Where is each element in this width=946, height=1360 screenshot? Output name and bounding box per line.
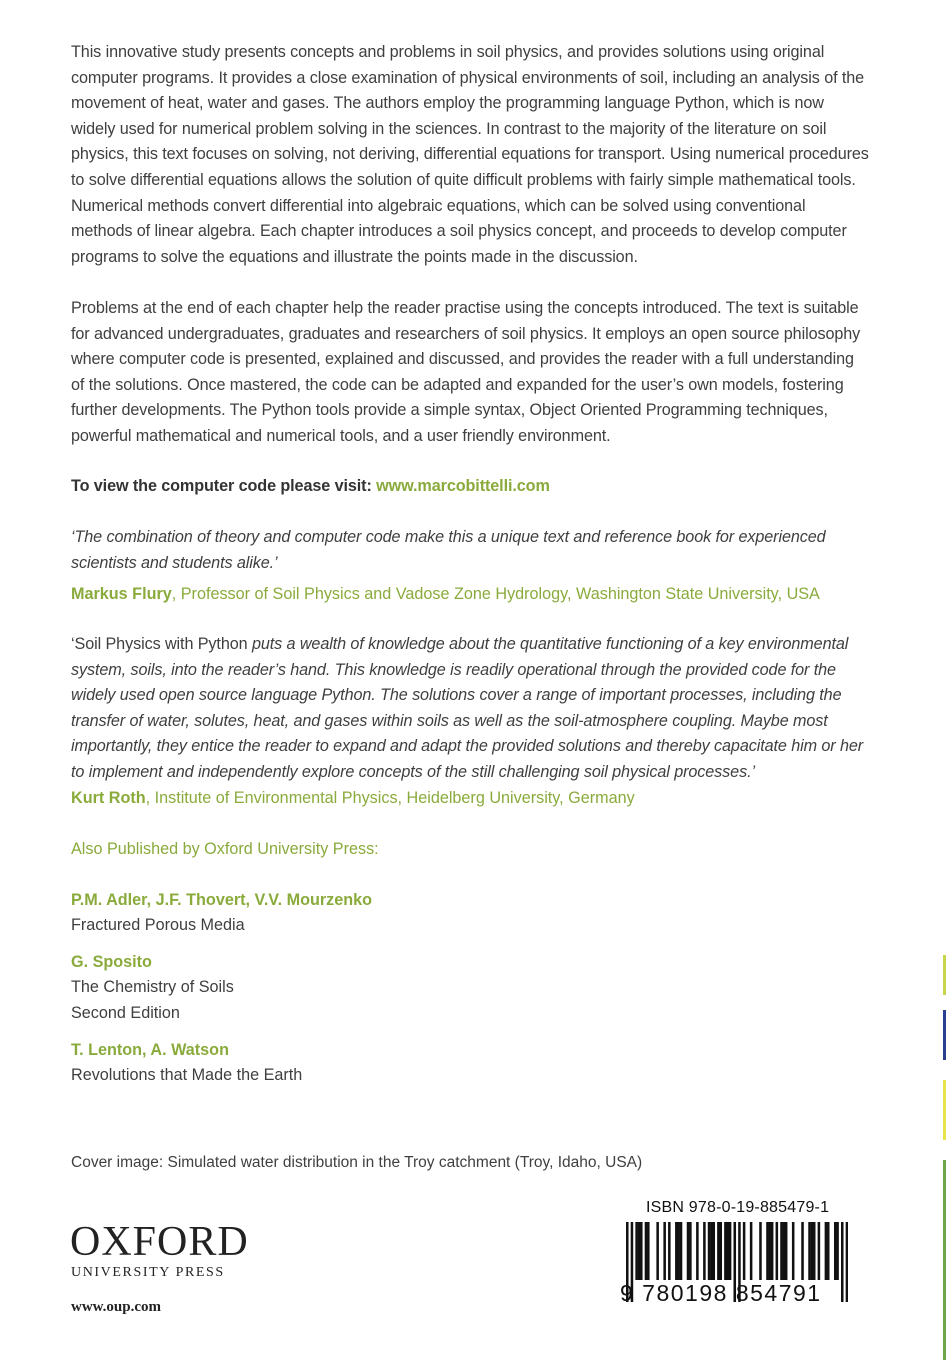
code-link-label: To view the computer code please visit: [71,477,372,495]
barcode-bar [808,1222,811,1280]
barcode-bar [717,1222,720,1280]
endorsement-quote: ‘The combination of theory and computer code make this a unique text and reference book for experienced scientists and students alike.’ [71,528,826,572]
barcode-digits: 9 780198 854791 [620,1280,822,1306]
barcode-bar [827,1222,830,1280]
barcode-bar [663,1222,666,1280]
barcode-bar [780,1222,783,1280]
barcode-bar [750,1222,753,1280]
endorsement-quote: puts a wealth of knowledge about the quantitative functioning of a key environmental system, soils, into the reader’s hand. This knowledge is readily operational through the provided code for the widely used open source language Python. The solutions cover a range of important processes, including the transfer of water, solutes, heat, and gases within soils as well as the soil-atmosphere coupling. Maybe most importantly, they entice the reader to expand and adapt the provided solutions and thereby capacitate him or her to implement and independently explore concepts of the still challenging soil physical processes.’ [71,635,864,781]
book-item [71,1038,871,1089]
barcode-bar [689,1222,692,1280]
barcode-bar [687,1222,690,1280]
barcode-bar [638,1222,641,1280]
barcode-bar [724,1222,727,1280]
book-title: Revolutions that Made the Earth [71,1066,303,1085]
description [71,40,871,270]
description-2 [71,296,871,450]
endorsement-name: Markus Flury [71,585,172,604]
barcode-bar [834,1222,837,1280]
barcode-bar [801,1222,804,1280]
barcode-bar [785,1222,788,1280]
barcode-bar [729,1222,732,1280]
barcode-bar [783,1222,786,1280]
code-link-line [71,474,871,500]
barcode-bar [712,1222,715,1280]
barcode-bar [726,1222,729,1280]
book-authors: G. Sposito [71,952,152,971]
barcode-bar [640,1222,643,1280]
barcode-bar [846,1222,848,1302]
endorsement-1 [71,525,871,608]
barcode-bar [836,1222,839,1280]
book-authors: T. Lenton, A. Watson [71,1040,229,1059]
endorsement-quote-title: ‘Soil Physics with Python [71,635,248,653]
cover-credit-text: Cover image: Simulated water distribution in the Troy catchment (Troy, Idaho, USA) [71,1154,643,1171]
barcode-bar [719,1222,722,1280]
barcode-bar [677,1222,680,1280]
cover-credit [71,1152,871,1174]
barcode-bar [708,1222,711,1280]
barcode-bar [696,1222,699,1280]
barcode-bar [766,1222,769,1280]
book-authors: P.M. Adler, J.F. Thovert, V.V. Mourzenko [71,890,373,909]
barcode-bar [818,1222,821,1280]
barcode-bar [792,1222,795,1280]
description-paragraph-1: This innovative study presents concepts and problems in soil physics, and provides solutions using original computer programs. It provides a close examination of physical environments of soil, including an analysis of the movement of heat, water and gases. The authors employ the programming language Python, which is now widely used for numerical problem solving in the sciences. In contrast to the majority of the literature on soil physics, this text focuses on solving, not deriving, differential equations for transport. Using numerical procedures to solve differential equations allows the solution of quite difficult problems with fairly simple mathematical tools. Numerical methods convert differential into algebraic equations, which can be solved using conventional methods of linear algebra. Each chapter introduces a soil physics concept, and proceeds to develop computer programs to solve the equations and illustrate the points made in the discussion. [71,43,869,266]
barcode-bar [813,1222,816,1280]
endorsement-affiliation: , Professor of Soil Physics and Vadose Zone Hydrology, Washington State University, USA [171,585,820,604]
barcode-bar [703,1222,706,1280]
description-paragraph-2: Problems at the end of each chapter help the reader practise using the concepts introduced. The text is suitable for advanced undergraduates, graduates and researchers of soil physics. It employs an open source philosophy where computer code is presented, explained and discussed, and provides the reader with a full understanding of the solutions. Once mastered, the code can be adapted and expanded for the user’s own models, fostering further developments. The Python tools provide a simple syntax, Object Oriented Programming techniques, powerful mathematical and numerical tools, and a user friendly environment. [71,299,861,445]
book-edition: Second Edition [71,1003,180,1022]
also-published [71,837,871,1089]
code-link-url[interactable]: www.marcobittelli.com [376,477,550,495]
barcode-bar [635,1222,638,1280]
barcode-bar [743,1222,746,1280]
oxford-logo: OXFORD [70,1219,249,1265]
barcode-bar [680,1222,683,1280]
endorsement-affiliation: , Institute of Environmental Physics, Heidelberg University, Germany [145,788,635,807]
barcode-bar [647,1222,650,1280]
barcode-bar [771,1222,774,1280]
endorsement-name: Kurt Roth [71,788,146,807]
book-item [71,950,871,1027]
barcode-bar [710,1222,713,1280]
barcode-bar [675,1222,678,1280]
barcode-bar [769,1222,772,1280]
book-item [71,888,871,939]
oup-subtitle: UNIVERSITY PRESS [71,1265,225,1280]
barcode-bar [759,1222,762,1280]
barcode-bar [841,1222,844,1302]
barcode-bar [668,1222,671,1280]
book-title: Fractured Porous Media [71,916,245,935]
barcode-bar [645,1222,648,1280]
barcode-bar [825,1222,828,1280]
book-title: The Chemistry of Soils [71,978,234,997]
isbn-label: ISBN 978-0-19-885479-1 [646,1199,830,1216]
also-published-heading: Also Published by Oxford University Press: [71,840,379,858]
publisher-url[interactable]: www.oup.com [71,1299,162,1315]
barcode-bar [776,1222,779,1280]
barcode-bar [811,1222,814,1280]
barcode-bar [656,1222,659,1280]
endorsement-2 [71,632,871,811]
